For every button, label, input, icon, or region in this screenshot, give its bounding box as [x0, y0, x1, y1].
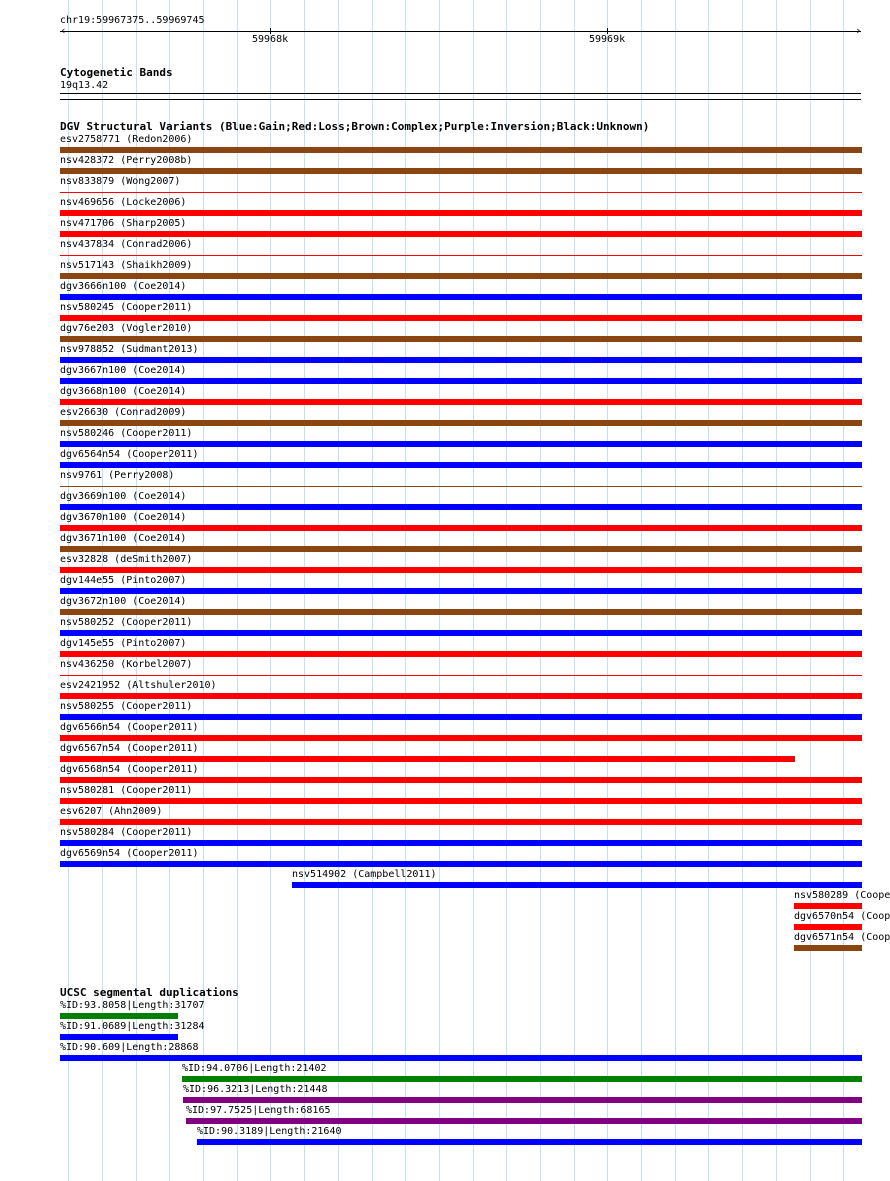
- dgv-feature-bar[interactable]: [60, 231, 862, 237]
- dgv-feature-label[interactable]: dgv6567n54 (Cooper2011): [60, 743, 199, 754]
- segdup-feature-label[interactable]: %ID:97.7525|Length:68165: [186, 1105, 331, 1116]
- dgv-feature-label[interactable]: dgv6566n54 (Cooper2011): [60, 722, 199, 733]
- dgv-feature-bar[interactable]: [60, 525, 862, 531]
- dgv-feature-bar[interactable]: [60, 357, 862, 363]
- dgv-feature-label[interactable]: dgv3671n100 (Coe2014): [60, 533, 187, 544]
- dgv-feature-label[interactable]: dgv3669n100 (Coe2014): [60, 491, 187, 502]
- segdup-track-title: UCSC segmental duplications: [60, 986, 239, 999]
- dgv-feature-bar[interactable]: [60, 441, 862, 447]
- ruler-left-arrow: ‹: [60, 24, 67, 37]
- dgv-feature-label[interactable]: nsv833879 (Wong2007): [60, 176, 181, 187]
- dgv-feature-bar[interactable]: [60, 675, 862, 676]
- dgv-feature-label[interactable]: dgv3668n100 (Coe2014): [60, 386, 187, 397]
- dgv-feature-label[interactable]: dgv145e55 (Pinto2007): [60, 638, 187, 649]
- ruler-tick-label: 59969k: [589, 34, 626, 45]
- dgv-feature-label[interactable]: nsv580255 (Cooper2011): [60, 701, 193, 712]
- dgv-feature-bar[interactable]: [794, 924, 862, 930]
- dgv-feature-label[interactable]: dgv6564n54 (Cooper2011): [60, 449, 199, 460]
- ruler-tick-label: 59968k: [252, 34, 289, 45]
- dgv-feature-bar[interactable]: [60, 399, 862, 405]
- dgv-feature-label[interactable]: dgv3666n100 (Coe2014): [60, 281, 187, 292]
- dgv-feature-label[interactable]: nsv580284 (Cooper2011): [60, 827, 193, 838]
- dgv-feature-bar[interactable]: [60, 798, 862, 804]
- dgv-feature-bar[interactable]: [60, 861, 862, 867]
- dgv-feature-label[interactable]: esv2758771 (Redon2006): [60, 134, 193, 145]
- dgv-feature-label[interactable]: dgv3667n100 (Coe2014): [60, 365, 187, 376]
- dgv-feature-bar[interactable]: [60, 714, 862, 720]
- dgv-feature-label[interactable]: dgv6568n54 (Cooper2011): [60, 764, 199, 775]
- dgv-feature-label[interactable]: nsv436250 (Korbel2007): [60, 659, 193, 670]
- dgv-feature-label[interactable]: nsv428372 (Perry2008b): [60, 155, 193, 166]
- dgv-feature-label[interactable]: esv6207 (Ahn2009): [60, 806, 163, 817]
- dgv-feature-bar[interactable]: [60, 756, 795, 762]
- dgv-feature-bar[interactable]: [60, 735, 862, 741]
- segdup-feature-label[interactable]: %ID:96.3213|Length:21448: [183, 1084, 328, 1095]
- dgv-feature-bar[interactable]: [60, 840, 862, 846]
- ruler-position-label: chr19:59967375..59969745: [60, 15, 205, 26]
- segdup-feature-label[interactable]: %ID:93.8058|Length:31707: [60, 1000, 205, 1011]
- dgv-feature-label[interactable]: dgv6569n54 (Cooper2011): [60, 848, 199, 859]
- dgv-feature-bar[interactable]: [60, 693, 862, 699]
- dgv-feature-bar[interactable]: [60, 210, 862, 216]
- segdup-feature-bar[interactable]: [60, 1034, 178, 1040]
- dgv-feature-label[interactable]: nsv580252 (Cooper2011): [60, 617, 193, 628]
- dgv-feature-label[interactable]: nsv580281 (Cooper2011): [60, 785, 193, 796]
- segdup-feature-label[interactable]: %ID:94.0706|Length:21402: [182, 1063, 327, 1074]
- ruler-right-arrow: ›: [855, 24, 862, 37]
- dgv-feature-label[interactable]: nsv471706 (Sharp2005): [60, 218, 187, 229]
- segdup-feature-bar[interactable]: [183, 1097, 862, 1103]
- dgv-feature-bar[interactable]: [794, 903, 862, 909]
- cytoband-track-title: Cytogenetic Bands: [60, 66, 173, 79]
- dgv-feature-bar[interactable]: [60, 567, 862, 573]
- dgv-feature-label[interactable]: nsv469656 (Locke2006): [60, 197, 187, 208]
- ruler-axis: [60, 31, 861, 32]
- dgv-feature-bar[interactable]: [60, 147, 862, 153]
- dgv-feature-label[interactable]: nsv580289 (Coope: [794, 890, 890, 901]
- dgv-track-title: DGV Structural Variants (Blue:Gain;Red:Loss;Brown:Complex;Purple:Inversion;Black:Unknown): [60, 120, 650, 133]
- dgv-feature-label[interactable]: dgv6571n54 (Coop: [794, 932, 890, 943]
- dgv-feature-bar[interactable]: [292, 882, 862, 888]
- segdup-feature-bar[interactable]: [60, 1013, 178, 1019]
- dgv-feature-bar[interactable]: [60, 462, 862, 468]
- dgv-feature-bar[interactable]: [60, 336, 862, 342]
- dgv-feature-label[interactable]: esv32828 (deSmith2007): [60, 554, 193, 565]
- dgv-feature-bar[interactable]: [60, 630, 862, 636]
- dgv-feature-bar[interactable]: [60, 651, 862, 657]
- dgv-feature-bar[interactable]: [60, 294, 862, 300]
- dgv-feature-label[interactable]: nsv580246 (Cooper2011): [60, 428, 193, 439]
- dgv-feature-bar[interactable]: [60, 255, 862, 256]
- segdup-feature-bar[interactable]: [182, 1076, 862, 1082]
- segdup-feature-bar[interactable]: [60, 1055, 862, 1061]
- dgv-feature-bar[interactable]: [60, 315, 862, 321]
- dgv-feature-bar[interactable]: [60, 777, 862, 783]
- cytoband-label[interactable]: 19q13.42: [60, 80, 109, 91]
- dgv-feature-label[interactable]: nsv517143 (Shaikh2009): [60, 260, 193, 271]
- dgv-feature-bar[interactable]: [60, 273, 862, 279]
- dgv-feature-bar[interactable]: [794, 945, 862, 951]
- segdup-feature-label[interactable]: %ID:91.0689|Length:31284: [60, 1021, 205, 1032]
- cytoband-line: [60, 99, 861, 100]
- cytoband-line: [60, 93, 861, 94]
- dgv-feature-bar[interactable]: [60, 588, 862, 594]
- dgv-feature-label[interactable]: nsv514902 (Campbell2011): [292, 869, 437, 880]
- dgv-feature-label[interactable]: esv2421952 (Altshuler2010): [60, 680, 217, 691]
- dgv-feature-bar[interactable]: [60, 420, 862, 426]
- dgv-feature-label[interactable]: nsv978852 (Sudmant2013): [60, 344, 199, 355]
- dgv-feature-bar[interactable]: [60, 609, 862, 615]
- dgv-feature-bar[interactable]: [60, 546, 862, 552]
- dgv-feature-label[interactable]: dgv3672n100 (Coe2014): [60, 596, 187, 607]
- dgv-feature-label[interactable]: nsv580245 (Cooper2011): [60, 302, 193, 313]
- dgv-feature-label[interactable]: nsv437834 (Conrad2006): [60, 239, 193, 250]
- dgv-feature-bar[interactable]: [60, 819, 862, 825]
- dgv-feature-bar[interactable]: [60, 168, 862, 174]
- segdup-feature-label[interactable]: %ID:90.609|Length:28868: [60, 1042, 199, 1053]
- dgv-feature-label[interactable]: dgv3670n100 (Coe2014): [60, 512, 187, 523]
- segdup-feature-bar[interactable]: [186, 1118, 862, 1124]
- segdup-feature-label[interactable]: %ID:90.3189|Length:21640: [197, 1126, 342, 1137]
- dgv-feature-label[interactable]: dgv76e203 (Vogler2010): [60, 323, 193, 334]
- dgv-feature-bar[interactable]: [60, 486, 862, 487]
- dgv-feature-bar[interactable]: [60, 378, 862, 384]
- dgv-feature-bar[interactable]: [60, 192, 862, 193]
- dgv-feature-label[interactable]: dgv6570n54 (Coop: [794, 911, 890, 922]
- dgv-feature-label[interactable]: nsv9761 (Perry2008): [60, 470, 175, 481]
- dgv-feature-label[interactable]: esv26630 (Conrad2009): [60, 407, 187, 418]
- dgv-feature-label[interactable]: dgv144e55 (Pinto2007): [60, 575, 187, 586]
- dgv-feature-bar[interactable]: [60, 504, 862, 510]
- segdup-feature-bar[interactable]: [197, 1139, 862, 1145]
